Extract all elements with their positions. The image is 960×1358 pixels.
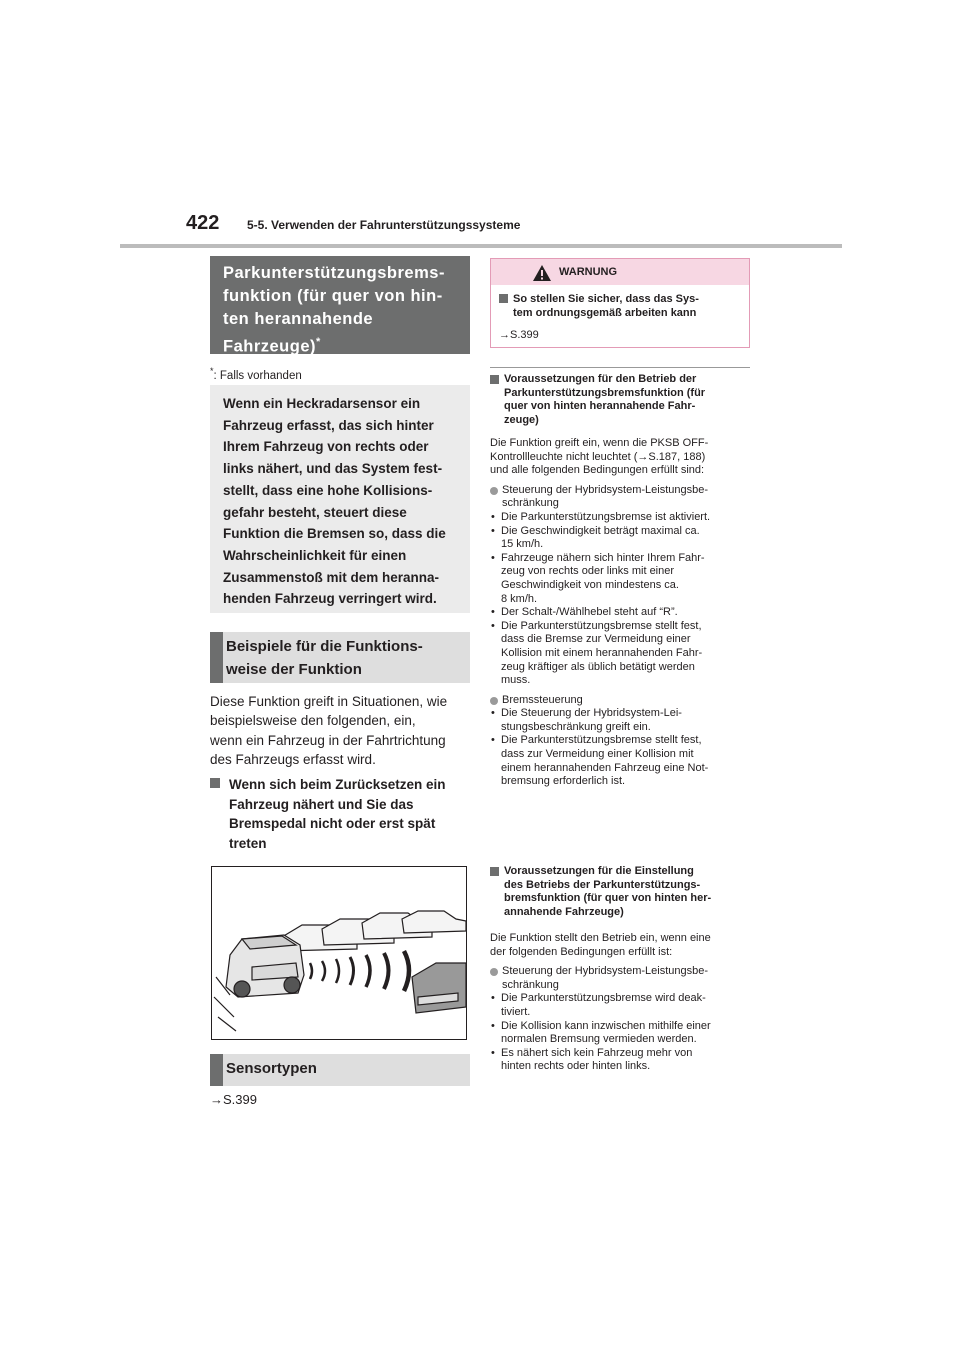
subheading-line: des Betriebs der Parkunterstützungs- xyxy=(504,878,701,891)
bullet-icon: • xyxy=(491,1019,495,1032)
chapter-title: 5-5. Verwenden der Fahrunterstützungssysteme xyxy=(247,218,521,232)
section-title-line: funktion (für quer von hin- xyxy=(223,287,443,305)
bullet-icon: • xyxy=(491,619,495,632)
warning-line: So stellen Sie sicher, dass das Sys- xyxy=(513,293,699,305)
warning-triangle-icon xyxy=(533,265,551,281)
paragraph-line: Diese Funktion greift in Situationen, wie xyxy=(210,694,448,709)
bullet-line: Die Geschwindigkeit beträgt maximal ca. xyxy=(501,524,700,537)
subheading-line: bremsfunktion (für quer von hinten her- xyxy=(504,892,712,905)
bullet-icon: • xyxy=(491,707,495,720)
body-line: und alle folgenden Bedingungen erfüllt sind: xyxy=(490,464,705,477)
subheading-line: Bremspedal nicht oder erst spät xyxy=(229,816,436,831)
bullet-line: tiviert. xyxy=(501,1005,531,1018)
circle-bullet-icon xyxy=(490,487,498,495)
bullet-line: zeug von rechts oder links mit einer xyxy=(501,565,675,578)
section-title-line: ten herannahende xyxy=(223,310,374,328)
bullet-item xyxy=(490,511,752,525)
operating-conditions-body xyxy=(490,437,752,789)
bullet-line: einem herannahenden Fahrzeug eine Not- xyxy=(501,761,709,774)
divider xyxy=(490,367,750,368)
summary-line: Wahrscheinlichkeit für einen xyxy=(223,547,407,563)
section-heading-sensortypes: Sensortypen xyxy=(210,1054,470,1086)
footnote-marker: * xyxy=(316,336,321,348)
bullet-icon: • xyxy=(491,992,495,1005)
bullet-line: Die Parkunterstützungsbremse stellt fest, xyxy=(501,619,702,632)
subheading-line: Wenn sich beim Zurücksetzen ein xyxy=(229,777,446,792)
list-item xyxy=(490,694,752,708)
paragraph-line: wenn ein Fahrzeug in der Fahrtrichtung xyxy=(210,732,446,748)
page-reference-link[interactable]: →S.399 xyxy=(210,1092,257,1107)
list-item xyxy=(490,484,752,511)
bullet-line: Die Parkunterstützungsbremse wird deak- xyxy=(501,992,706,1005)
bullet-line: Die Parkunterstützungsbremse ist aktiviert. xyxy=(501,510,711,523)
summary-line: Ihrem Fahrzeug von rechts oder xyxy=(223,439,429,455)
stop-conditions-body xyxy=(490,932,752,1074)
bullet-icon: • xyxy=(491,1046,495,1059)
bullet-item xyxy=(490,620,752,688)
summary-line: Fahrzeug erfasst, das sich hinter xyxy=(223,417,434,433)
body-line: der folgenden Bedingungen erfüllt ist: xyxy=(490,945,673,958)
summary-line: stellt, dass eine hohe Kollisions- xyxy=(223,482,433,498)
subheading-line: Fahrzeug nähert und Sie das xyxy=(229,796,414,812)
subheading-line: Voraussetzungen für die Einstellung xyxy=(504,865,694,877)
bullet-item xyxy=(490,525,752,552)
bullet-item xyxy=(490,1047,752,1074)
subheading-operating-conditions xyxy=(490,373,752,427)
subheading-line: Parkunterstützungsbremsfunktion (für xyxy=(504,386,706,399)
footnote xyxy=(210,366,302,382)
warning-box xyxy=(490,258,750,348)
bullet-line: hinten rechts oder hinten links. xyxy=(501,1060,651,1073)
bullet-icon: • xyxy=(491,734,495,747)
bullet-icon: • xyxy=(491,551,495,564)
summary-box xyxy=(210,385,470,613)
item-line: schränkung xyxy=(502,497,559,510)
footnote-star: * xyxy=(210,366,214,376)
bullet-line: Fahrzeuge nähern sich hinter Ihrem Fahr- xyxy=(501,551,705,564)
bullet-line: Kollision mit einem herannahenden Fahr- xyxy=(501,646,703,659)
header-rule xyxy=(120,244,842,248)
bullet-line: stungsbeschränkung greift ein. xyxy=(501,720,651,733)
bullet-line: 8 km/h. xyxy=(501,592,538,605)
paragraph-line: beispielsweise den folgenden, ein, xyxy=(210,713,416,729)
intro-paragraph xyxy=(210,692,475,769)
bullet-line: bremsung erforderlich ist. xyxy=(501,775,626,788)
summary-line: henden Fahrzeug verringert wird. xyxy=(223,591,437,607)
section-heading-line: Beispiele für die Funktions- xyxy=(226,638,423,655)
bullet-item xyxy=(490,552,752,606)
bullet-line: dass zur Vermeidung einer Kollision mit xyxy=(501,748,694,761)
bullet-item xyxy=(490,1020,752,1047)
bullet-item xyxy=(490,606,752,620)
subheading-reversing xyxy=(210,775,475,853)
page-number: 422 xyxy=(186,212,220,234)
summary-line: Wenn ein Heckradarsensor ein xyxy=(223,396,421,411)
subheading-line: Voraussetzungen für den Betrieb der xyxy=(504,373,697,385)
list-item xyxy=(490,965,752,992)
body-line: Die Funktion greift ein, wenn die PKSB OFF- xyxy=(490,437,709,449)
square-bullet-icon xyxy=(490,375,499,384)
bullet-icon: • xyxy=(491,524,495,537)
section-heading-line: weise der Funktion xyxy=(226,661,362,678)
bullet-icon: • xyxy=(491,606,495,619)
warning-text xyxy=(499,292,744,320)
subheading-line: zeuge) xyxy=(504,413,539,426)
section-heading-examples xyxy=(210,632,470,683)
subheading-line: quer von hinten herannahende Fahr- xyxy=(504,400,696,413)
bullet-line: Die Parkunterstützungsbremse stellt fest, xyxy=(501,734,702,747)
bullet-line: muss. xyxy=(501,674,531,687)
bullet-line: Es nähert sich kein Fahrzeug mehr von xyxy=(501,1046,693,1059)
summary-line: links nähert, und das System fest- xyxy=(223,461,443,477)
summary-line: gefahr besteht, steuert diese xyxy=(223,504,407,520)
warning-label: WARNUNG xyxy=(559,266,618,278)
circle-bullet-icon xyxy=(490,697,498,705)
warning-header xyxy=(491,259,749,285)
summary-line: Zusammenstoß mit dem heranna- xyxy=(223,569,440,585)
bullet-line: normalen Bremsung vermieden werden. xyxy=(501,1033,697,1046)
body-line: Kontrollleuchte nicht leuchtet (→S.187, 188) xyxy=(490,450,706,463)
section-title xyxy=(210,256,470,354)
bullet-line: Die Steuerung der Hybridsystem-Lei- xyxy=(501,707,682,720)
item-line: Steuerung der Hybridsystem-Leistungsbe- xyxy=(502,483,709,496)
bullet-line: Geschwindigkeit von mindestens ca. xyxy=(501,578,679,591)
bullet-item xyxy=(490,734,752,788)
bullet-line: dass die Bremse zur Vermeidung einer xyxy=(501,633,691,646)
car-illustration-icon xyxy=(212,867,466,1039)
bullet-line: Die Kollision kann inzwischen mithilfe einer xyxy=(501,1019,711,1032)
illustration-reversing-car xyxy=(211,866,467,1040)
paragraph-line: des Fahrzeugs erfasst wird. xyxy=(210,751,376,767)
section-title-line: Fahrzeuge) xyxy=(223,337,317,356)
square-bullet-icon xyxy=(490,867,499,876)
subheading-stop-conditions xyxy=(490,865,752,919)
item-line: Steuerung der Hybridsystem-Leistungsbe- xyxy=(502,965,709,978)
bullet-item xyxy=(490,707,752,734)
warning-line: tem ordnungsgemäß arbeiten kann xyxy=(513,307,697,319)
section-title-line: Parkunterstützungsbrems- xyxy=(223,264,445,282)
subheading-line: annahende Fahrzeuge) xyxy=(504,905,624,918)
bullet-icon: • xyxy=(491,510,495,523)
square-bullet-icon xyxy=(499,294,508,303)
bullet-line: zeug kräftiger als üblich betätigt werden xyxy=(501,660,695,673)
subheading-line: treten xyxy=(229,835,267,851)
bullet-line: Der Schalt-/Wählhebel steht auf “R”. xyxy=(501,606,678,619)
item-line: Bremssteuerung xyxy=(502,693,583,706)
warning-page-reference[interactable]: →S.399 xyxy=(499,329,539,341)
bullet-line: 15 km/h. xyxy=(501,538,544,551)
circle-bullet-icon xyxy=(490,968,498,976)
bullet-item xyxy=(490,992,752,1019)
square-bullet-icon xyxy=(210,778,220,788)
footnote-text: : Falls vorhanden xyxy=(213,369,302,382)
body-line: Die Funktion stellt den Betrieb ein, wenn eine xyxy=(490,932,711,944)
item-line: schränkung xyxy=(502,978,559,991)
summary-line: Funktion die Bremsen so, dass die xyxy=(223,526,446,542)
